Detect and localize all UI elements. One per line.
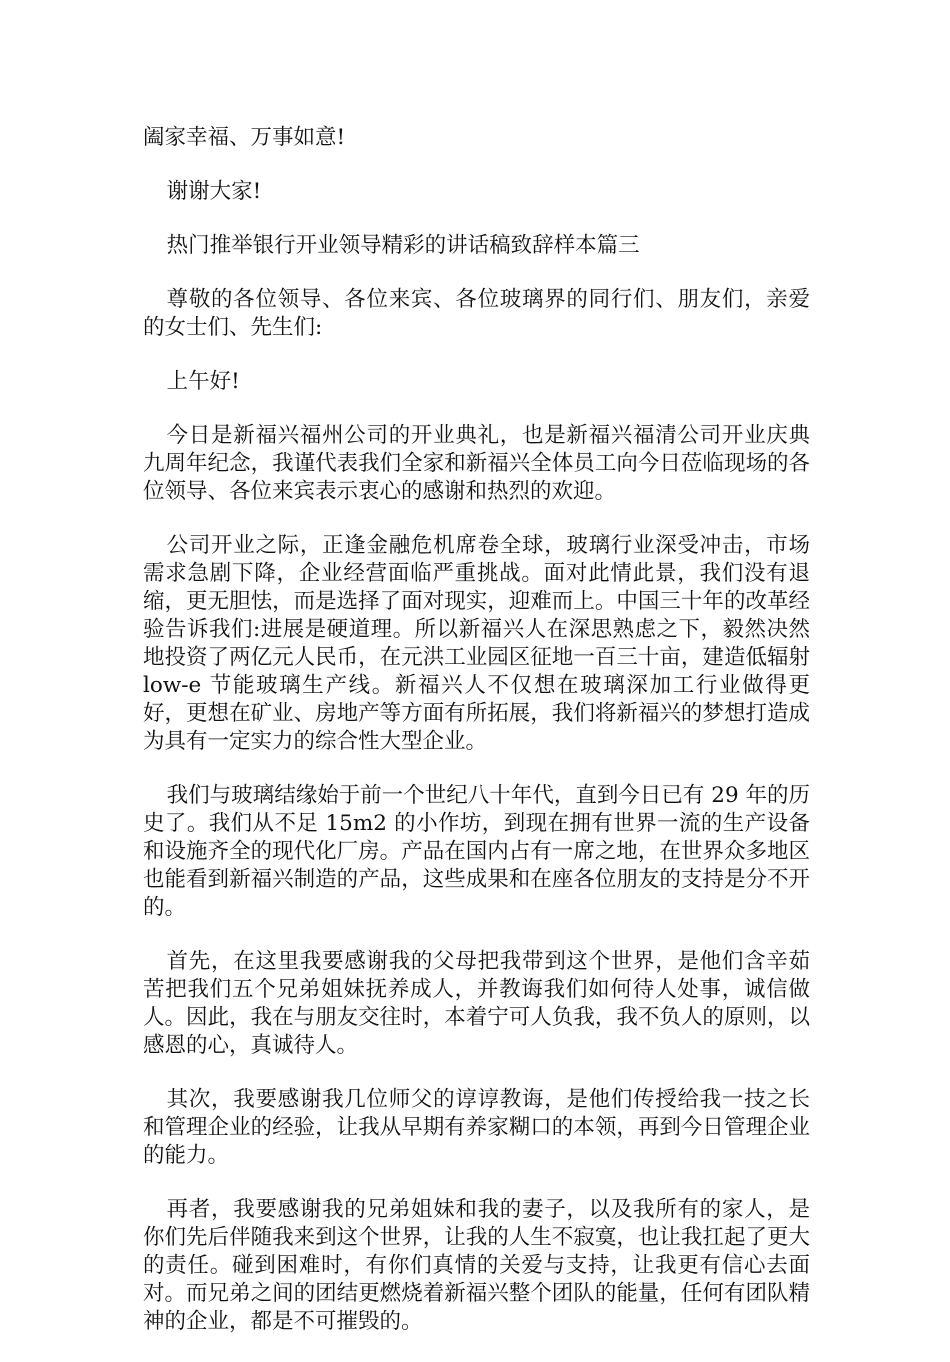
paragraph-salutation: 尊敬的各位领导、各位来宾、各位玻璃界的同行们、朋友们，亲爱的女士们、先生们: bbox=[143, 287, 810, 340]
paragraph-opening: 今日是新福兴福州公司的开业典礼，也是新福兴福清公司开业庆典九周年纪念，我谨代表我们全家和新福兴全体员工向今日莅临现场的各位领导、各位来宾表示衷心的感谢和热烈的欢迎。 bbox=[143, 423, 810, 504]
paragraph-thanks: 谢谢大家! bbox=[166, 179, 262, 204]
document-body bbox=[143, 124, 810, 1362]
section-title: 热门推举银行开业领导精彩的讲话稿致辞样本篇三 bbox=[166, 233, 640, 258]
paragraph-thanks-parents: 首先，在这里我要感谢我的父母把我带到这个世界，是他们含辛茹苦把我们五个兄弟姐妹抚养成人，并教诲我们如何待人处事，诚信做人。因此，我在与朋友交往时，本着宁可人负我，我不负人的原则，以感恩的心，真诚待人。 bbox=[143, 949, 810, 1058]
paragraph-closing-wish: 阖家幸福、万事如意! bbox=[143, 125, 346, 150]
paragraph-thanks-masters: 其次，我要感谢我几位师父的谆谆教诲，是他们传授给我一技之长和管理企业的经验，让我从早期有养家糊口的本领，再到今日管理企业的能力。 bbox=[143, 1087, 810, 1168]
paragraph-company-opening: 公司开业之际，正逢金融危机席卷全球，玻璃行业深受冲击，市场需求急剧下降，企业经营面临严重挑战。面对此情此景，我们没有退缩，更无胆怯，而是选择了面对现实，迎难而上。中国三十年的改革经验告诉我们:进展是硬道理。所以新福兴人在深思熟虑之下，毅然决然地投资了两亿元人民币，在元洪工业园区征地一百三十亩，建造低辐射 low-e 节能玻璃生产线。新福兴人不仅想在玻璃深加工行业做得更好，更想在矿业、房地产等方面有所拓展，我们将新福兴的梦想打造成为具有一定实力的综合性大型企业。 bbox=[143, 533, 810, 754]
paragraph-greeting: 上午好! bbox=[166, 369, 240, 394]
paragraph-history: 我们与玻璃结缘始于前一个世纪八十年代，直到今日已有 29 年的历史了。我们从不足 15m2 的小作坊，到现在拥有世界一流的生产设备和设施齐全的现代化厂房。产品在国内占有一席之地，在世界众多地区也能看到新福兴制造的产品，这些成果和在座各位朋友的支持是分不开的。 bbox=[143, 783, 810, 920]
paragraph-thanks-family: 再者，我要感谢我的兄弟姐妹和我的妻子，以及我所有的家人，是你们先后伴随我来到这个世界，让我的人生不寂寞，也让我扛起了更大的责任。碰到困难时，有你们真情的关爱与支持，让我更有信心去面对。而兄弟之间的团结更燃烧着新福兴整个团队的能量，任何有团队精神的企业，都是不可摧毁的。 bbox=[143, 1197, 810, 1334]
